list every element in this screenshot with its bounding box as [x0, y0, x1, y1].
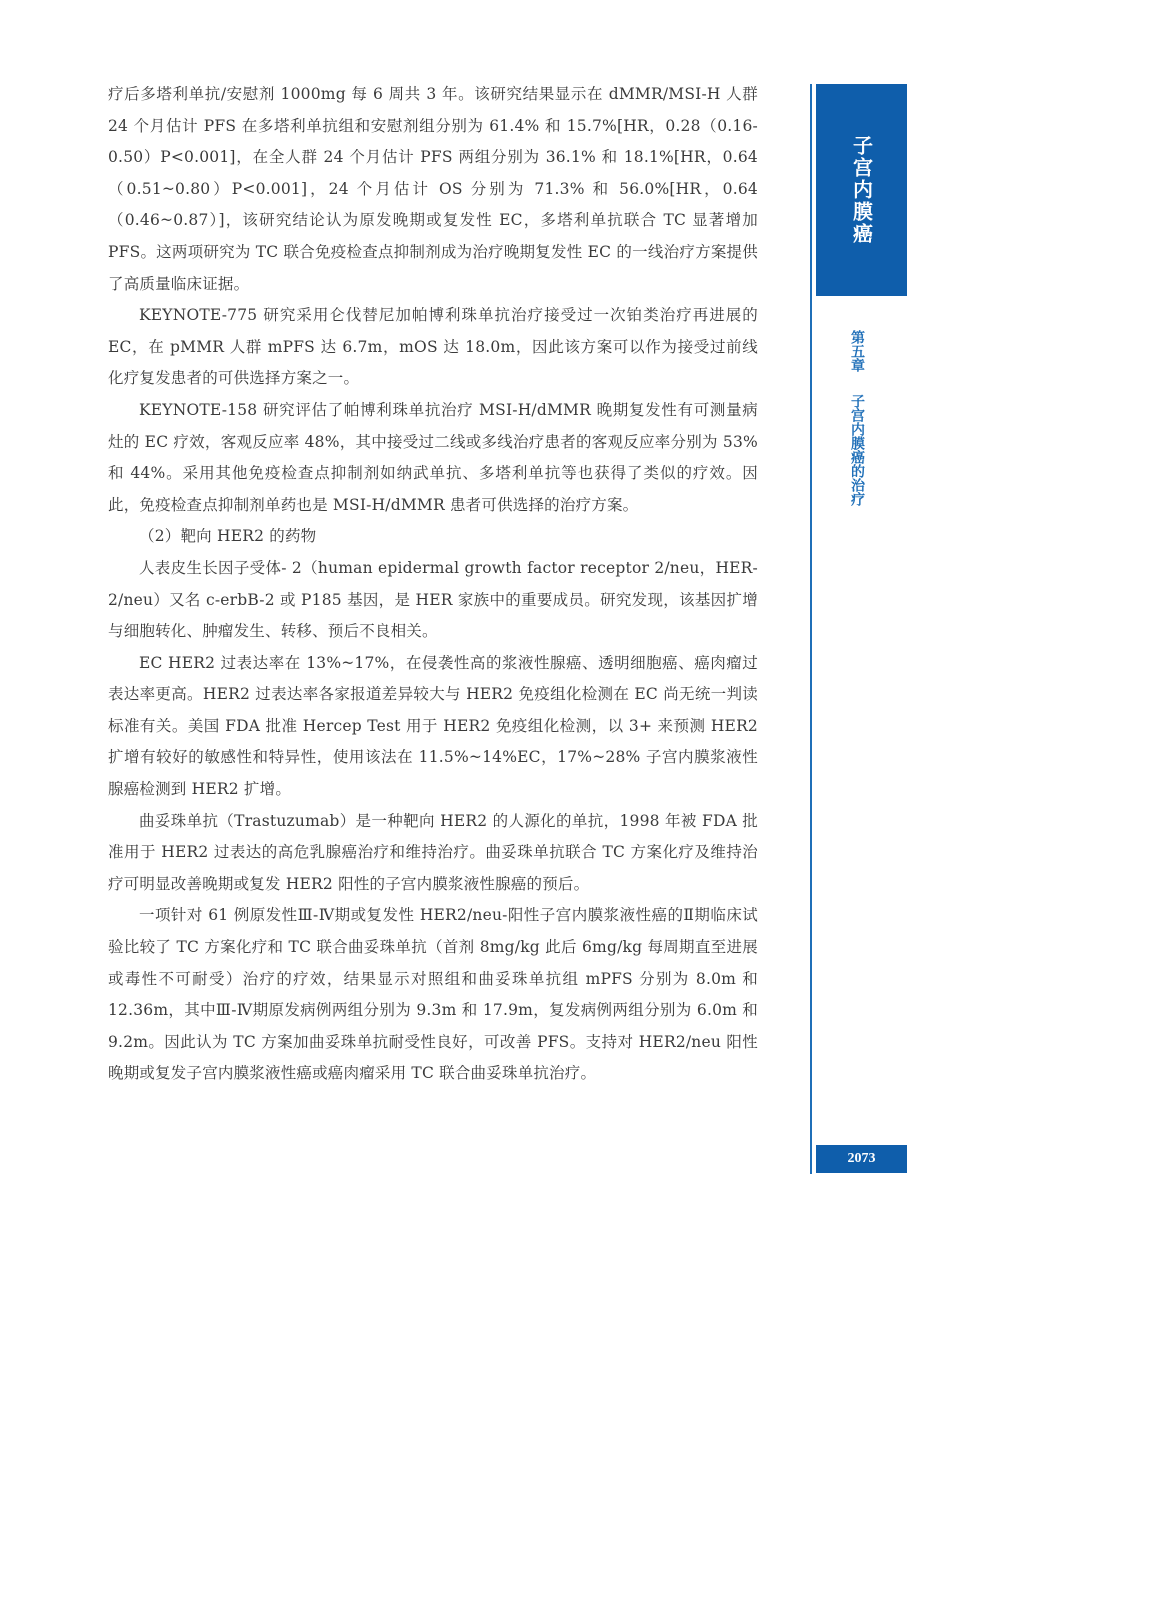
section-heading-her2: （2）靶向 HER2 的药物: [139, 527, 317, 546]
paragraph-continued: 疗后多塔利单抗/安慰剂 1000mg 每 6 周共 3 年。该研究结果显示在 dMMR/MSI-H 人群 24 个月估计 PFS 在多塔利单抗组和安慰剂组分别为 61.4% 和 15.7%[HR，0.28（0.16-0.50）P<0.001]，在全人群 24 个月估计 PFS 两组分别为 36.1% 和 18.1%[HR，0.64（0.51~0.80）P<0.001]，24 个月估计 OS 分别为 71.3% 和 56.0%[HR，0.64（0.46~0.87）]，该研究结论认为原发晚期或复发性 EC，多塔利单抗联合 TC 显著增加 PFS。这两项研究为 TC 联合免疫检查点抑制剂成为治疗晚期复发性 EC 的一线治疗方案提供了高质量临床证据。: [108, 85, 758, 293]
paragraph-keynote-775: KEYNOTE-775 研究采用仑伐替尼加帕博利珠单抗治疗接受过一次铂类治疗再进展的 EC，在 pMMR 人群 mPFS 达 6.7m，mOS 达 18.0m，因此该方案可以作为接受过前线化疗复发患者的可供选择方案之一。: [108, 306, 758, 388]
paragraph-phase2-trial: 一项针对 61 例原发性Ⅲ-Ⅳ期或复发性 HER2/neu-阳性子宫内膜浆液性癌的Ⅱ期临床试验比较了 TC 方案化疗和 TC 联合曲妥珠单抗（首剂 8mg/kg 此后 6mg/kg 每周期直至进展或毒性不可耐受）治疗的疗效，结果显示对照组和曲妥珠单抗组 mPFS 分别为 8.0m 和 12.36m，其中Ⅲ-Ⅳ期原发病例两组分别为 9.3m 和 17.9m，复发病例两组分别为 6.0m 和 9.2m。因此认为 TC 方案加曲妥珠单抗耐受性良好，可改善 PFS。支持对 HER2/neu 阳性晚期或复发子宫内膜浆液性癌或癌肉瘤采用 TC 联合曲妥珠单抗治疗。: [108, 906, 758, 1083]
section-title: 子宫内膜癌: [849, 135, 874, 245]
body-text: [108, 79, 758, 1090]
paragraph-her2-expression: EC HER2 过表达率在 13%~17%，在侵袭性高的浆液性腺癌、透明细胞癌、癌肉瘤过表达率更高。HER2 过表达率各家报道差异较大与 HER2 免疫组化检测在 EC 尚无统一判读标准有关。美国 FDA 批准 Hercep Test 用于 HER2 免疫组化检测，以 3+ 来预测 HER2 扩增有较好的敏感性和特异性，使用该法在 11.5%~14%EC，17%~28% 子宫内膜浆液性腺癌检测到 HER2 扩增。: [108, 653, 758, 799]
paragraph-her2-definition: 人表皮生长因子受体- 2（human epidermal growth factor receptor 2/neu，HER-2/neu）又名 c-erbB-2 或 P185 基因，是 HER 家族中的重要成员。研究发现，该基因扩增与细胞转化、肿瘤发生、转移、预后不良相关。: [108, 558, 758, 641]
section-tab: [816, 84, 907, 296]
chapter-number: 第五章: [849, 330, 865, 372]
sidebar-divider: [810, 84, 812, 1174]
page-number: 2073: [816, 1145, 907, 1173]
chapter-title: 子宫内膜癌的治疗: [849, 394, 865, 506]
paragraph-keynote-158: KEYNOTE-158 研究评估了帕博利珠单抗治疗 MSI-H/dMMR 晚期复发性有可测量病灶的 EC 疗效，客观反应率 48%，其中接受过二线或多线治疗患者的客观反应率分别为 53% 和 44%。采用其他免疫检查点抑制剂如纳武单抗、多塔利单抗等也获得了类似的疗效。因此，免疫检查点抑制剂单药也是 MSI-H/dMMR 患者可供选择的治疗方案。: [108, 400, 758, 514]
chapter-label: [848, 330, 865, 506]
paragraph-trastuzumab: 曲妥珠单抗（Trastuzumab）是一种靶向 HER2 的人源化的单抗，1998 年被 FDA 批准用于 HER2 过表达的高危乳腺癌治疗和维持治疗。曲妥珠单抗联合 TC 方案化疗及维持治疗可明显改善晚期或复发 HER2 阳性的子宫内膜浆液性腺癌的预后。: [108, 811, 758, 893]
